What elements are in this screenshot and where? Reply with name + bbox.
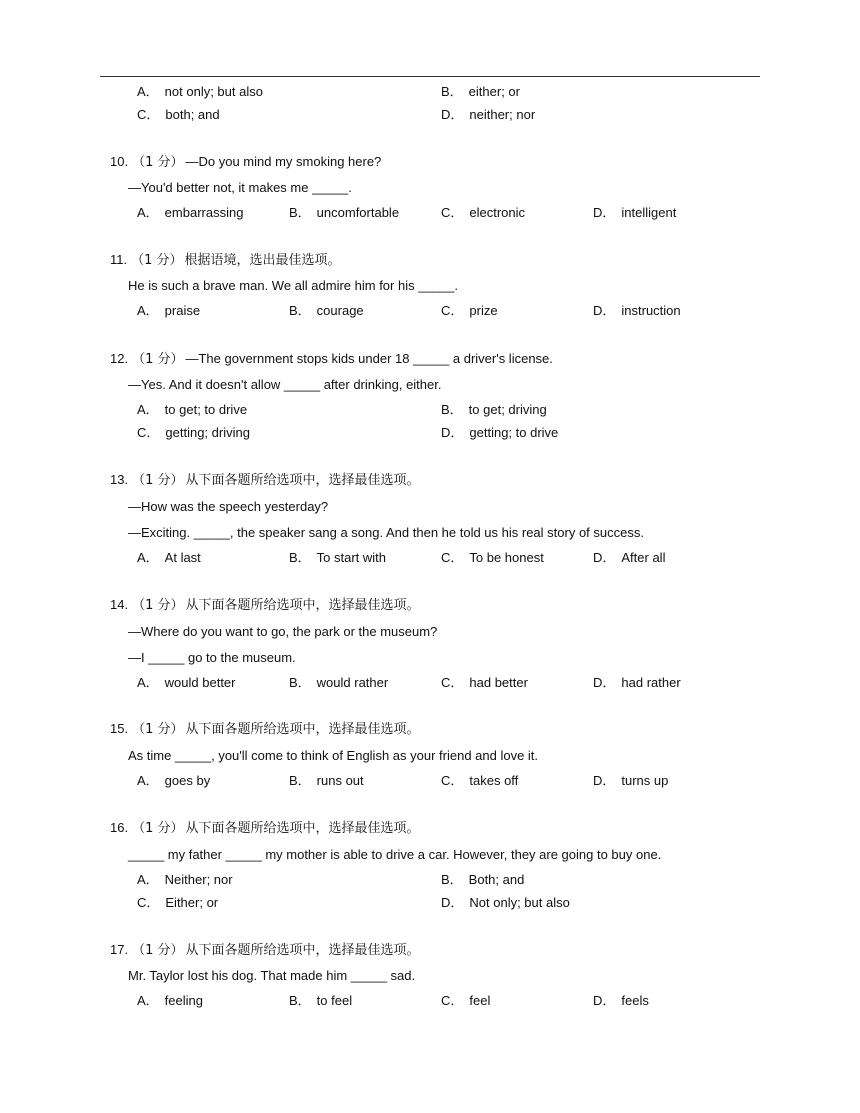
option-a[interactable]: A． At last <box>137 550 201 565</box>
question-line: As time _____, you'll come to think of English as your friend and love it. <box>128 748 539 763</box>
option-c[interactable]: C． both; and <box>137 107 220 122</box>
option-c[interactable]: C． To be honest <box>441 550 544 565</box>
option-a[interactable]: A． goes by <box>137 773 211 788</box>
option-d[interactable]: D． Not only; but also <box>441 895 570 910</box>
option-c[interactable]: C． electronic <box>441 205 526 220</box>
option-b[interactable]: B． To start with <box>289 550 387 565</box>
question-line: He is such a brave man. We all admire him for his _____. <box>128 278 458 293</box>
option-b[interactable]: B． would rather <box>289 675 389 690</box>
question-line: —Yes. And it doesn't allow _____ after drinking, either. <box>128 377 442 392</box>
header-rule <box>100 76 760 77</box>
option-c[interactable]: C． Either; or <box>137 895 219 910</box>
option-d[interactable]: D． instruction <box>593 303 681 318</box>
option-a[interactable]: A． Neither; nor <box>137 872 233 887</box>
option-a[interactable]: A． would better <box>137 675 236 690</box>
option-d[interactable]: D． After all <box>593 550 666 565</box>
question-header: 13. （1 分） 从下面各题所给选项中，选择最佳选项。 <box>110 472 420 488</box>
option-a[interactable]: A． feeling <box>137 993 203 1008</box>
question-line: —Exciting. _____, the speaker sang a song. And then he told us his real story of success. <box>128 525 644 540</box>
question-line: —I _____ go to the museum. <box>128 650 296 665</box>
option-b[interactable]: B． either; or <box>441 84 520 99</box>
option-b[interactable]: B． to feel <box>289 993 353 1008</box>
question-header: 12. （1 分） —The government stops kids under 18 _____ a driver's license. <box>110 351 553 367</box>
option-b[interactable]: B． runs out <box>289 773 364 788</box>
question-line: —Where do you want to go, the park or the museum? <box>128 624 438 639</box>
question-line: —You'd better not, it makes me _____. <box>128 180 352 195</box>
option-d[interactable]: D． neither; nor <box>441 107 536 122</box>
question-header: 11. （1 分） 根据语境，选出最佳选项。 <box>110 252 341 268</box>
question-header: 17. （1 分） 从下面各题所给选项中，选择最佳选项。 <box>110 942 420 958</box>
option-c[interactable]: C． takes off <box>441 773 519 788</box>
option-d[interactable]: D． had rather <box>593 675 681 690</box>
option-d[interactable]: D． turns up <box>593 773 669 788</box>
option-b[interactable]: B． to get; driving <box>441 402 547 417</box>
option-d[interactable]: D． intelligent <box>593 205 677 220</box>
question-header: 15. （1 分） 从下面各题所给选项中，选择最佳选项。 <box>110 721 420 737</box>
option-b[interactable]: B． Both; and <box>441 872 525 887</box>
option-c[interactable]: C． had better <box>441 675 528 690</box>
option-a[interactable]: A． to get; to drive <box>137 402 248 417</box>
option-c[interactable]: C． feel <box>441 993 491 1008</box>
option-a[interactable]: A． embarrassing <box>137 205 244 220</box>
option-a[interactable]: A． not only; but also <box>137 84 263 99</box>
question-line: —How was the speech yesterday? <box>128 499 329 514</box>
option-b[interactable]: B． uncomfortable <box>289 205 400 220</box>
option-d[interactable]: D． getting; to drive <box>441 425 559 440</box>
question-line: _____ my father _____ my mother is able to drive a car. However, they are going to buy one. <box>128 847 662 862</box>
question-header: 10. （1 分） —Do you mind my smoking here? <box>110 154 382 170</box>
option-a[interactable]: A． praise <box>137 303 201 318</box>
question-line: Mr. Taylor lost his dog. That made him _____ sad. <box>128 968 416 983</box>
option-c[interactable]: C． prize <box>441 303 498 318</box>
option-b[interactable]: B． courage <box>289 303 364 318</box>
question-header: 14. （1 分） 从下面各题所给选项中，选择最佳选项。 <box>110 597 420 613</box>
question-header: 16. （1 分） 从下面各题所给选项中，选择最佳选项。 <box>110 820 420 836</box>
option-d[interactable]: D． feels <box>593 993 649 1008</box>
option-c[interactable]: C． getting; driving <box>137 425 250 440</box>
